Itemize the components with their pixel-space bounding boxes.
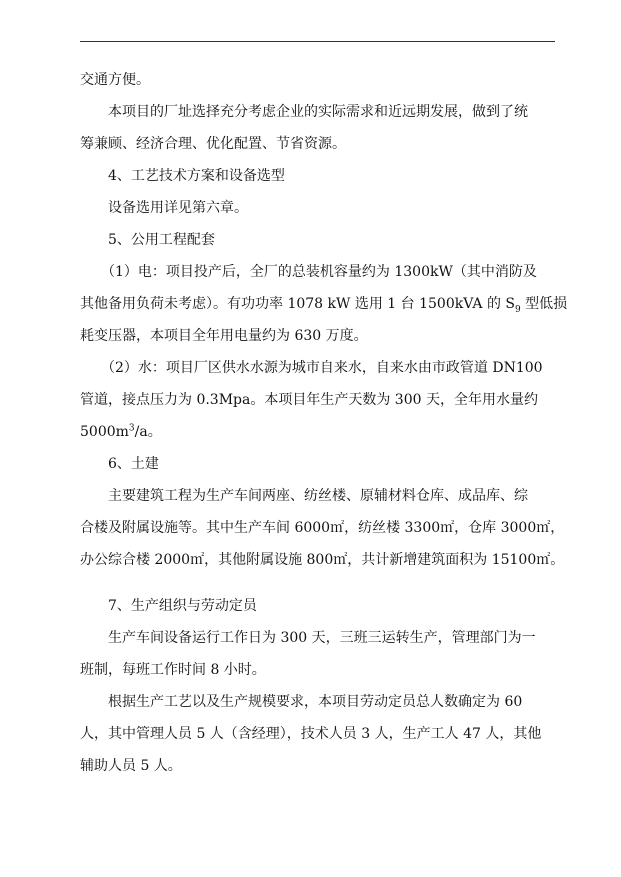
paragraph-workdays (80, 622, 555, 686)
text-line: 筹兼顾、经济合理、优化配置、节省资源。 (80, 136, 346, 152)
text-line: 办公综合楼 2000㎡，其他附属设施 800㎡，共计新增建筑面积为 15100㎡。 (80, 552, 565, 568)
section-heading-4: 4、工艺技术方案和设备选型 (108, 168, 285, 184)
text-line: 主要建筑工程为生产车间两座、纺丝楼、原辅材料仓库、成品库、综 (108, 488, 528, 504)
text-segment: 5000m (80, 424, 129, 440)
text-segment: 其他备用负荷未考虑）。有功功率 1078 kW 选用 1 台 1500kVA 的 S (80, 296, 515, 312)
paragraph-site (80, 64, 555, 96)
text-line: （1）电：项目投产后，全厂的总装机容量约为 1300kW（其中消防及 (101, 264, 537, 280)
text-line: 根据生产工艺以及生产规模要求，本项目劳动定员总人数确定为 60 (108, 694, 523, 710)
text-line (80, 288, 568, 320)
text-line (80, 416, 555, 448)
text-segment: /a。 (134, 424, 162, 440)
spacer (80, 576, 555, 590)
text-segment: 型低损 (520, 296, 568, 312)
text-line: 生产车间设备运行工作日为 300 天，三班三运转生产，管理部门为一 (108, 630, 536, 646)
superscript: 3 (128, 423, 135, 434)
paragraph-construction (80, 480, 565, 576)
header-rule (80, 41, 555, 42)
text-line: 本项目的厂址选择充分考虑企业的实际需求和近远期发展，做到了统 (108, 104, 528, 120)
paragraph-site-selection (80, 96, 555, 160)
section-heading-5: 5、公用工程配套 (108, 232, 215, 248)
paragraph-staffing (80, 686, 555, 782)
section-heading-7: 7、生产组织与劳动定员 (108, 598, 257, 614)
subscript: 9 (514, 304, 521, 315)
text-line: 交通方便。 (80, 72, 150, 88)
text-line: 班制，每班工作时间 8 小时。 (80, 662, 266, 678)
text-line: 人，其中管理人员 5 人（含经理），技术人员 3 人，生产工人 47 人，其他 (80, 726, 542, 742)
section-heading-6: 6、土建 (108, 456, 159, 472)
paragraph-water (80, 352, 555, 448)
text-line: 合楼及附属设施等。其中生产车间 6000㎡，纺丝楼 3300㎡，仓库 3000㎡， (80, 520, 565, 536)
text-line: 设备选用详见第六章。 (108, 200, 248, 216)
document-body (80, 64, 568, 782)
text-line: 辅助人员 5 人。 (80, 758, 182, 774)
text-line: 耗变压器，本项目全年用电量约为 630 万度。 (80, 328, 368, 344)
paragraph-equipment (80, 192, 555, 224)
text-line: （2）水：项目厂区供水水源为城市自来水，自来水由市政管道 DN100 (101, 360, 543, 376)
paragraph-electricity (80, 256, 568, 352)
text-line: 管道，接点压力为 0.3Mpa。本项目年生产天数为 300 天，全年用水量约 (80, 392, 538, 408)
